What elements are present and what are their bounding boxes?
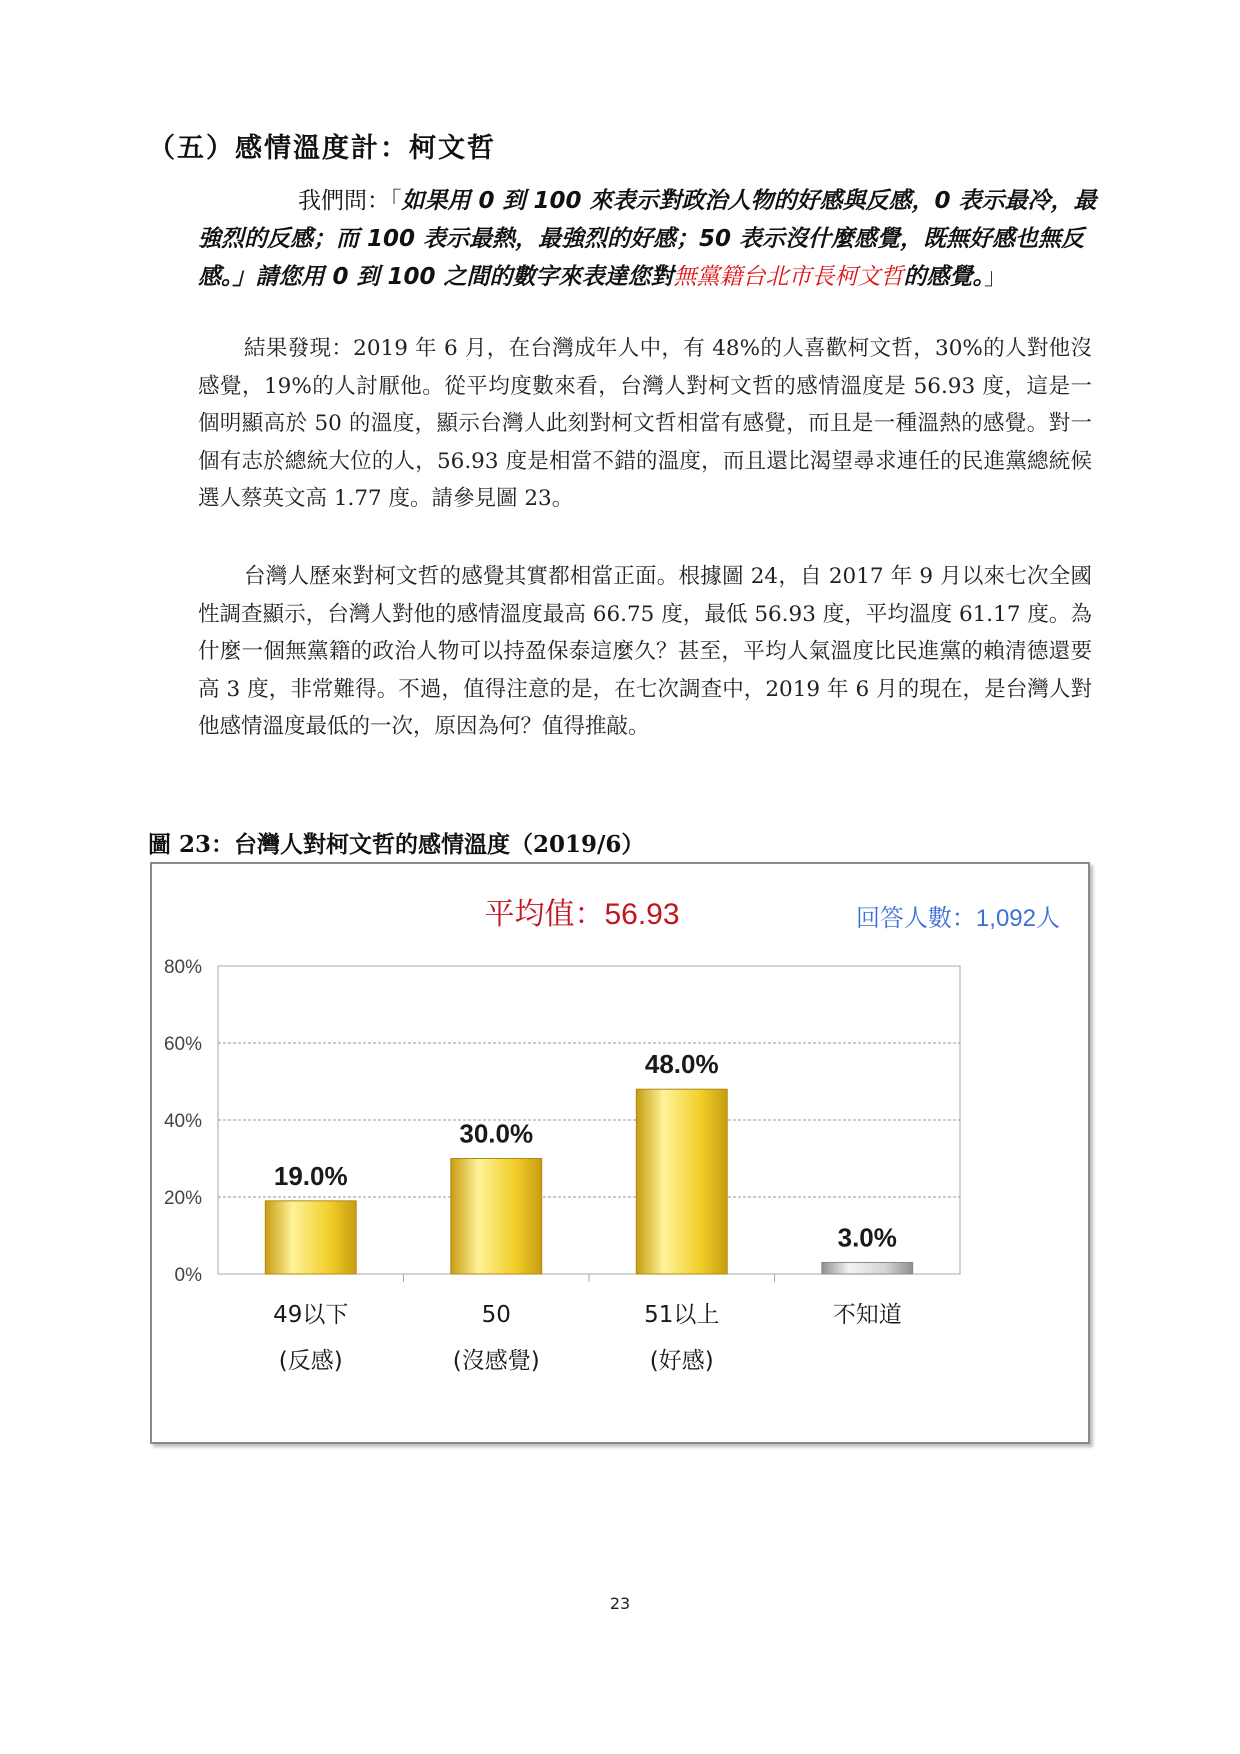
bar-value-label: 19.0% xyxy=(273,1160,348,1191)
paragraph-results: 結果發現：2019 年 6 月，在台灣成年人中，有 48%的人喜歡柯文哲，30%的人對他沒感覺，19%的人討厭他。從平均度數來看，台灣人對柯文哲的感情溫度是 56.93 度，這是一個明顯高於 50 的溫度，顯示台灣人此刻對柯文哲相當有感覺，而且是一種溫熱的感覺。對一個有志於總統大位的人，56.93 度是相當不錯的溫度，而且還比渴望尋求連任的民進黨總統候選人蔡英文高 1.77 度。請參見圖 23。 xyxy=(198,336,1092,511)
x-category-label: 49以下 xyxy=(273,1302,349,1328)
section-title: （五）感情溫度計：柯文哲 xyxy=(148,133,496,164)
question-text: 如果用 0 到 100 來表示對政治人物的好感與反感，0 表示最冷，最強烈的反感；而 100 表示最熱，最強烈的好感；50 表示沒什麼感覺，既無好感也無反感。」請您用 0 到 100 之間的數字來表達您對 xyxy=(198,188,1097,290)
y-tick-label: 20% xyxy=(163,1188,202,1209)
x-category-label: 51以上 xyxy=(644,1302,720,1328)
y-tick-label: 0% xyxy=(174,1265,202,1286)
bar-value-label: 3.0% xyxy=(837,1222,897,1253)
question-lead: 我們問：「 xyxy=(298,188,402,214)
paragraph-history: 台灣人歷來對柯文哲的感覺其實都相當正面。根據圖 24，自 2017 年 9 月以來七次全國性調查顯示，台灣人對他的感情溫度最高 66.75 度，最低 56.93 度，平均溫度 61.17 度。為什麼一個無黨籍的政治人物可以持盈保泰這麼久？甚至，平均人氣溫度比民進黨的賴清德還要高 3 度，非常難得。不過，值得注意的是，在七次調查中，2019 年 6 月的現在，是台灣人對他感情溫度最低的一次，原因為何？值得推敲。 xyxy=(198,564,1092,739)
figure-title: 圖 23：台灣人對柯文哲的感情溫度（2019/6） xyxy=(148,831,645,858)
chart-frame xyxy=(150,862,1090,1444)
bar xyxy=(636,1089,727,1274)
x-category-sublabel: (好感) xyxy=(649,1348,714,1374)
question-tail: 的感覺。 xyxy=(903,264,985,290)
question-close: 」 xyxy=(984,264,1008,290)
bar xyxy=(451,1159,542,1275)
y-tick-label: 80% xyxy=(163,957,202,978)
x-category-label: 50 xyxy=(481,1302,511,1328)
question-highlight: 無黨籍台北市長柯文哲 xyxy=(673,264,904,290)
survey-question xyxy=(198,182,1098,296)
y-tick-label: 60% xyxy=(163,1034,202,1055)
chart-title: 平均值：56.93 xyxy=(484,898,680,931)
y-tick-label: 40% xyxy=(163,1111,202,1132)
x-category-sublabel: (沒感覺) xyxy=(452,1348,540,1374)
page-number: 23 xyxy=(609,1594,631,1613)
bar xyxy=(265,1201,356,1274)
bar-value-label: 48.0% xyxy=(644,1049,719,1080)
bar-chart xyxy=(152,864,1088,1442)
respondent-count: 回答人數：1,092人 xyxy=(855,905,1060,932)
x-category-sublabel: (反感) xyxy=(278,1348,343,1374)
x-category-label: 不知道 xyxy=(832,1302,902,1328)
bar xyxy=(822,1262,913,1274)
bar-value-label: 30.0% xyxy=(459,1118,534,1149)
